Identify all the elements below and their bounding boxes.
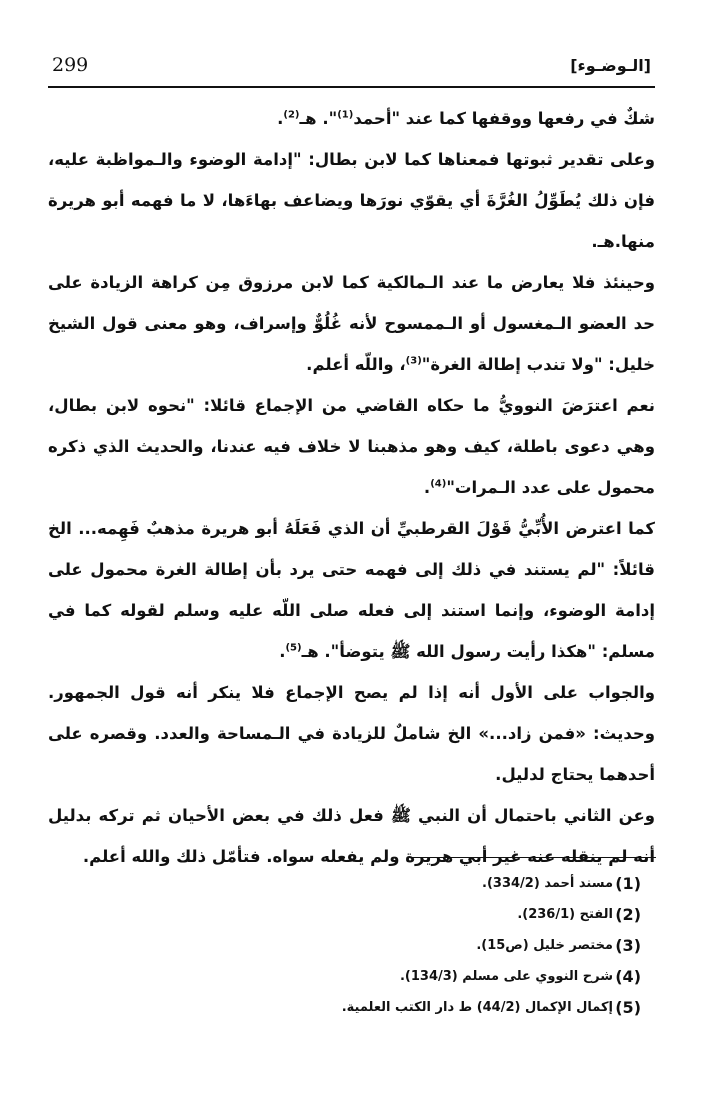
page-number: 299 <box>52 54 89 76</box>
paragraph: كما اعترض الأُبِّيُّ قَوْلَ القرطبيِّ أن الذي فَعَلَهُ أبو هريرة مذهبٌ فَهِمه... الخ قائلاً: "لم يستند في ذلك إلى فهمه حتى يرد بأن إطالة الغرة محمول على إدامة الوضوء، وإنما استند إلى فعله صلى اللّه عليه وسلم لقوله كما في مسلم: "هكذا رأيت رسول الله ﷺ يتوضأ". هـ$^{(5)}$. <box>48 519 655 661</box>
footnote-separator <box>408 857 656 858</box>
footnote-text: إكمال الإكمال (44/2) ط دار الكتب العلمية. <box>341 1000 613 1015</box>
running-title: [الـوضـوء] <box>570 56 651 75</box>
footnote-ref: (4) <box>430 478 447 490</box>
paragraph: وعن الثاني باحتمال أن النبي ﷺ فعل ذلك في بعض الأحيان ثم تركه بدليل أنه لم ينقله عنه غير أبي هريرة ولم يفعله سواه. فتأمّل ذلك والله أعلم. <box>48 806 655 866</box>
footnote-number: (5) <box>615 998 641 1017</box>
footnote-ref: (2) <box>283 109 300 121</box>
footnotes <box>342 868 641 1023</box>
footnote-ref: (1) <box>337 109 354 121</box>
footnote-text: مختصر خليل (ص15). <box>476 938 613 953</box>
footnote-text: مسند أحمد (334/2). <box>482 876 613 891</box>
page-header <box>48 50 655 88</box>
footnote-number: (3) <box>615 936 641 955</box>
footnote <box>342 899 641 930</box>
footnote-ref: (5) <box>285 642 302 654</box>
footnote-ref: (3) <box>405 355 422 367</box>
footnote <box>342 868 641 899</box>
footnote-text: الفتح (236/1). <box>517 907 613 922</box>
paragraph: وعلى تقدير ثبوتها فمعناها كما لابن بطال: "إدامة الوضوء والـمواظبة عليه، فإن ذلك يُطَوِّلُ الغُرَّةَ أي يقوّي نورَها ويضاعف بهاءَها، لا ما فهمه أبو هريرة منها.هـ. <box>48 150 655 251</box>
footnote <box>342 961 641 992</box>
footnote <box>342 992 641 1023</box>
paragraph: نعم اعترَضَ النوويُّ ما حكاه القاضي من الإجماع قائلا: "نحوه لابن بطال، وهي دعوى باطلة، كيف وهو مذهبنا لا خلاف فيه عندنا، والحديث الذي ذكره محمول على عدد الـمرات"$^{(4)}$. <box>48 396 655 497</box>
footnote-text: شرح النووي على مسلم (134/3). <box>399 969 613 984</box>
footnote <box>342 930 641 961</box>
footnote-number: (1) <box>615 874 641 893</box>
footnote-number: (2) <box>615 905 641 924</box>
paragraph: والجواب على الأول أنه إذا لم يصح الإجماع فلا ينكر أنه قول الجمهور. وحديث: «فمن زاد...» الخ شاملٌ للزيادة في الـمساحة والعدد. وقصره على أحدهما يحتاج لدليل. <box>48 683 655 784</box>
paragraph: شكٌ في رفعها ووقفها كما عند "أحمد$^{(1)}$". هـ$^{(2)}$. <box>277 109 655 128</box>
main-text <box>48 98 655 877</box>
paragraph: وحينئذ فلا يعارض ما عند الـمالكية كما لابن مرزوق مِن كراهة الزيادة على حد العضو الـمغسول أو الـممسوح لأنه غُلُوٌّ وإسراف، وهو معنى قول الشيخ خليل: "ولا تندب إطالة الغرة"$^{(3)}$، واللّه أعلم. <box>48 273 655 374</box>
footnote-number: (4) <box>615 967 641 986</box>
